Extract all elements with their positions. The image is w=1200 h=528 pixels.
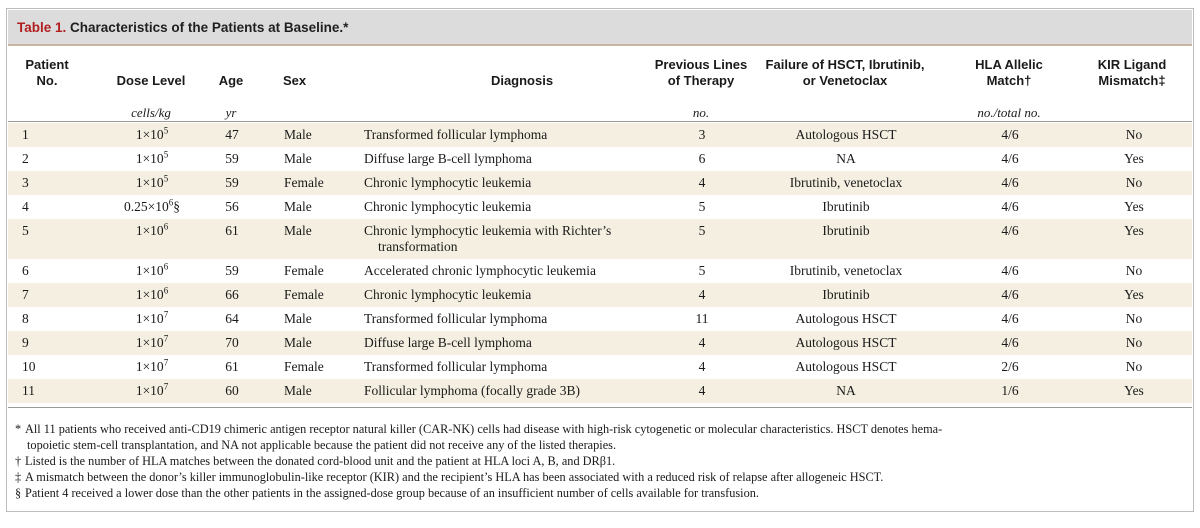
cell-failure: Autologous HSCT	[795, 127, 897, 142]
table-row	[8, 307, 1192, 331]
cell-age: 61	[225, 223, 239, 238]
cell-failure: Ibrutinib, venetoclax	[789, 263, 903, 278]
cell-patient-no: 7	[22, 287, 29, 302]
cell-previous-lines: 4	[698, 287, 706, 302]
cell-dose: $1\times 10^6$	[135, 221, 169, 238]
cell-kir-mismatch: No	[1125, 359, 1143, 374]
cell-kir-mismatch: Yes	[1124, 383, 1144, 398]
cell-age: 59	[225, 263, 239, 278]
footnote-section: § Patient 4 received a lower dose than the other patients in the assigned-dose group because of an insufficient number of cells available for transfusion.	[15, 486, 759, 500]
cell-failure: NA	[836, 383, 856, 398]
cell-dose: $1\times 10^6$	[135, 285, 169, 302]
cell-kir-mismatch: Yes	[1124, 151, 1144, 166]
table-row	[8, 331, 1192, 355]
cell-diagnosis: Transformed follicular lymphoma	[364, 311, 548, 326]
cell-sex: Female	[284, 175, 324, 190]
cell-patient-no: 8	[22, 311, 29, 326]
cell-previous-lines: 4	[698, 383, 706, 398]
cell-dose: $0.25\times 10^6\S$	[124, 197, 180, 214]
cell-diagnosis: Diffuse large B-cell lymphoma	[364, 151, 532, 166]
cell-kir-mismatch: No	[1125, 263, 1143, 278]
cell-dose: $1\times 10^6$	[135, 261, 169, 278]
cell-diagnosis: Chronic lymphocytic leukemia	[364, 287, 532, 302]
cell-previous-lines: 3	[698, 127, 706, 142]
cell-failure: Autologous HSCT	[795, 335, 897, 350]
cell-diagnosis: Accelerated chronic lymphocytic leukemia	[364, 263, 597, 278]
cell-previous-lines: 5	[698, 223, 706, 238]
cell-hla-match: 4/6	[1001, 151, 1019, 166]
cell-previous-lines: 5	[698, 199, 706, 214]
cell-age: 70	[225, 335, 239, 350]
cell-kir-mismatch: No	[1125, 175, 1143, 190]
table-row	[8, 123, 1192, 147]
header-patient-no: Patient No.	[25, 57, 69, 88]
cell-failure: Ibrutinib	[822, 199, 870, 214]
footnotes	[15, 421, 1185, 501]
table-title-text: Characteristics of the Patients at Baseline.*	[70, 20, 349, 35]
table-row	[8, 283, 1192, 307]
table-label: Table 1.	[17, 20, 67, 35]
cell-diagnosis: Chronic lymphocytic leukemia	[364, 199, 532, 214]
cell-sex: Male	[284, 199, 312, 214]
cell-dose: $1\times 10^7$	[135, 381, 169, 398]
header-hla-match: HLA Allelic Match†	[975, 57, 1043, 88]
cell-dose: $1\times 10^7$	[135, 309, 169, 326]
cell-diagnosis: Transformed follicular lymphoma	[364, 127, 548, 142]
cell-age: 61	[225, 359, 239, 374]
cell-diagnosis: Chronic lymphocytic leukemia with Richter’s transformation	[364, 223, 612, 254]
cell-patient-no: 3	[22, 175, 29, 190]
cell-previous-lines: 11	[695, 311, 709, 326]
table-row	[8, 195, 1192, 219]
cell-sex: Male	[284, 223, 312, 238]
cell-patient-no: 11	[22, 383, 35, 398]
cell-kir-mismatch: No	[1125, 311, 1143, 326]
cell-sex: Male	[284, 127, 312, 142]
cell-hla-match: 1/6	[1001, 383, 1019, 398]
header-age: Age	[218, 73, 244, 88]
cell-sex: Male	[284, 151, 312, 166]
cell-failure: Ibrutinib, venetoclax	[789, 175, 903, 190]
cell-sex: Female	[284, 263, 324, 278]
cell-patient-no: 10	[22, 359, 36, 374]
cell-previous-lines: 5	[698, 263, 706, 278]
cell-failure: Autologous HSCT	[795, 359, 897, 374]
cell-hla-match: 4/6	[1001, 223, 1019, 238]
cell-diagnosis: Diffuse large B-cell lymphoma	[364, 335, 532, 350]
cell-diagnosis: Chronic lymphocytic leukemia	[364, 175, 532, 190]
cell-previous-lines: 4	[698, 359, 706, 374]
header-failure: Failure of HSCT, Ibrutinib, or Venetoclax	[765, 57, 925, 88]
table-frame	[6, 8, 1194, 512]
cell-age: 56	[225, 199, 239, 214]
cell-kir-mismatch: No	[1125, 127, 1143, 142]
cell-diagnosis: Follicular lymphoma (focally grade 3B)	[364, 383, 580, 398]
cell-hla-match: 4/6	[1001, 175, 1019, 190]
cell-failure: NA	[836, 151, 856, 166]
cell-patient-no: 9	[22, 335, 29, 350]
table-row	[8, 171, 1192, 195]
table-row	[8, 355, 1192, 379]
cell-failure: Ibrutinib	[822, 287, 870, 302]
cell-hla-match: 4/6	[1001, 311, 1019, 326]
header-kir-mismatch: KIR Ligand Mismatch‡	[1097, 57, 1167, 88]
table-row	[8, 147, 1192, 171]
cell-age: 59	[225, 175, 239, 190]
cell-age: 59	[225, 151, 239, 166]
cell-sex: Male	[284, 335, 312, 350]
cell-dose: $1\times 10^7$	[135, 333, 169, 350]
cell-dose: $1\times 10^7$	[135, 357, 169, 374]
cell-patient-no: 6	[22, 263, 29, 278]
cell-hla-match: 4/6	[1001, 287, 1019, 302]
cell-failure: Ibrutinib	[822, 223, 870, 238]
cell-diagnosis: Transformed follicular lymphoma	[364, 359, 548, 374]
footnote-double-dagger: ‡ A mismatch between the donor’s killer immunoglobulin-like receptor (KIR) and the recipient’s HLA has been associated with a reduced risk of relapse after allogeneic HSCT.	[15, 470, 884, 484]
cell-sex: Male	[284, 311, 312, 326]
cell-patient-no: 4	[22, 199, 29, 214]
table-bottom-divider	[8, 407, 1192, 408]
cell-patient-no: 5	[22, 223, 29, 238]
header-divider	[8, 121, 1192, 122]
cell-hla-match: 4/6	[1001, 199, 1019, 214]
table-row	[8, 259, 1192, 283]
cell-age: 66	[225, 287, 239, 302]
cell-kir-mismatch: Yes	[1124, 223, 1144, 238]
cell-kir-mismatch: No	[1125, 335, 1143, 350]
cell-patient-no: 2	[22, 151, 29, 166]
cell-age: 47	[225, 127, 239, 142]
unit-dose: cells/kg	[131, 105, 171, 120]
cell-previous-lines: 4	[698, 175, 706, 190]
header-previous-lines: Previous Lines of Therapy	[654, 57, 748, 88]
cell-hla-match: 4/6	[1001, 127, 1019, 142]
cell-previous-lines: 6	[698, 151, 706, 166]
unit-age: yr	[225, 105, 237, 120]
cell-age: 60	[225, 383, 239, 398]
cell-sex: Female	[284, 359, 324, 374]
cell-sex: Male	[284, 383, 312, 398]
footnote-star: * All 11 patients who received anti-CD19 chimeric antigen receptor natural killer (CAR-NK) cells had disease with high-risk cytogenetic or molecular characteristics. HSCT denotes hema-	[15, 422, 943, 436]
footnote-dagger: † Listed is the number of HLA matches between the donated cord-blood unit and the patient at HLA loci A, B, and DRβ1.	[15, 454, 616, 468]
cell-kir-mismatch: Yes	[1124, 287, 1144, 302]
cell-age: 64	[225, 311, 239, 326]
cell-sex: Female	[284, 287, 324, 302]
table-row	[8, 379, 1192, 403]
cell-patient-no: 1	[22, 127, 29, 142]
table-title-bar	[8, 10, 1192, 46]
table-row	[8, 219, 1192, 259]
header-sex: Sex	[283, 73, 307, 88]
cell-kir-mismatch: Yes	[1124, 199, 1144, 214]
table-title	[17, 20, 348, 35]
cell-hla-match: 2/6	[1001, 359, 1019, 374]
unit-previous-lines: no.	[692, 105, 710, 120]
footnote-star-cont: topoietic stem-cell transplantation, and NA not applicable because the patient did not receive any of the listed therapies.	[27, 438, 617, 452]
header-diagnosis: Diagnosis	[490, 73, 554, 88]
cell-dose: $1\times 10^5$	[135, 149, 169, 166]
header-dose-level: Dose Level	[116, 73, 186, 88]
unit-hla: no./total no.	[977, 105, 1041, 120]
cell-failure: Autologous HSCT	[795, 311, 897, 326]
cell-hla-match: 4/6	[1001, 335, 1019, 350]
cell-hla-match: 4/6	[1001, 263, 1019, 278]
cell-previous-lines: 4	[698, 335, 706, 350]
cell-dose: $1\times 10^5$	[135, 125, 169, 142]
cell-dose: $1\times 10^5$	[135, 173, 169, 190]
